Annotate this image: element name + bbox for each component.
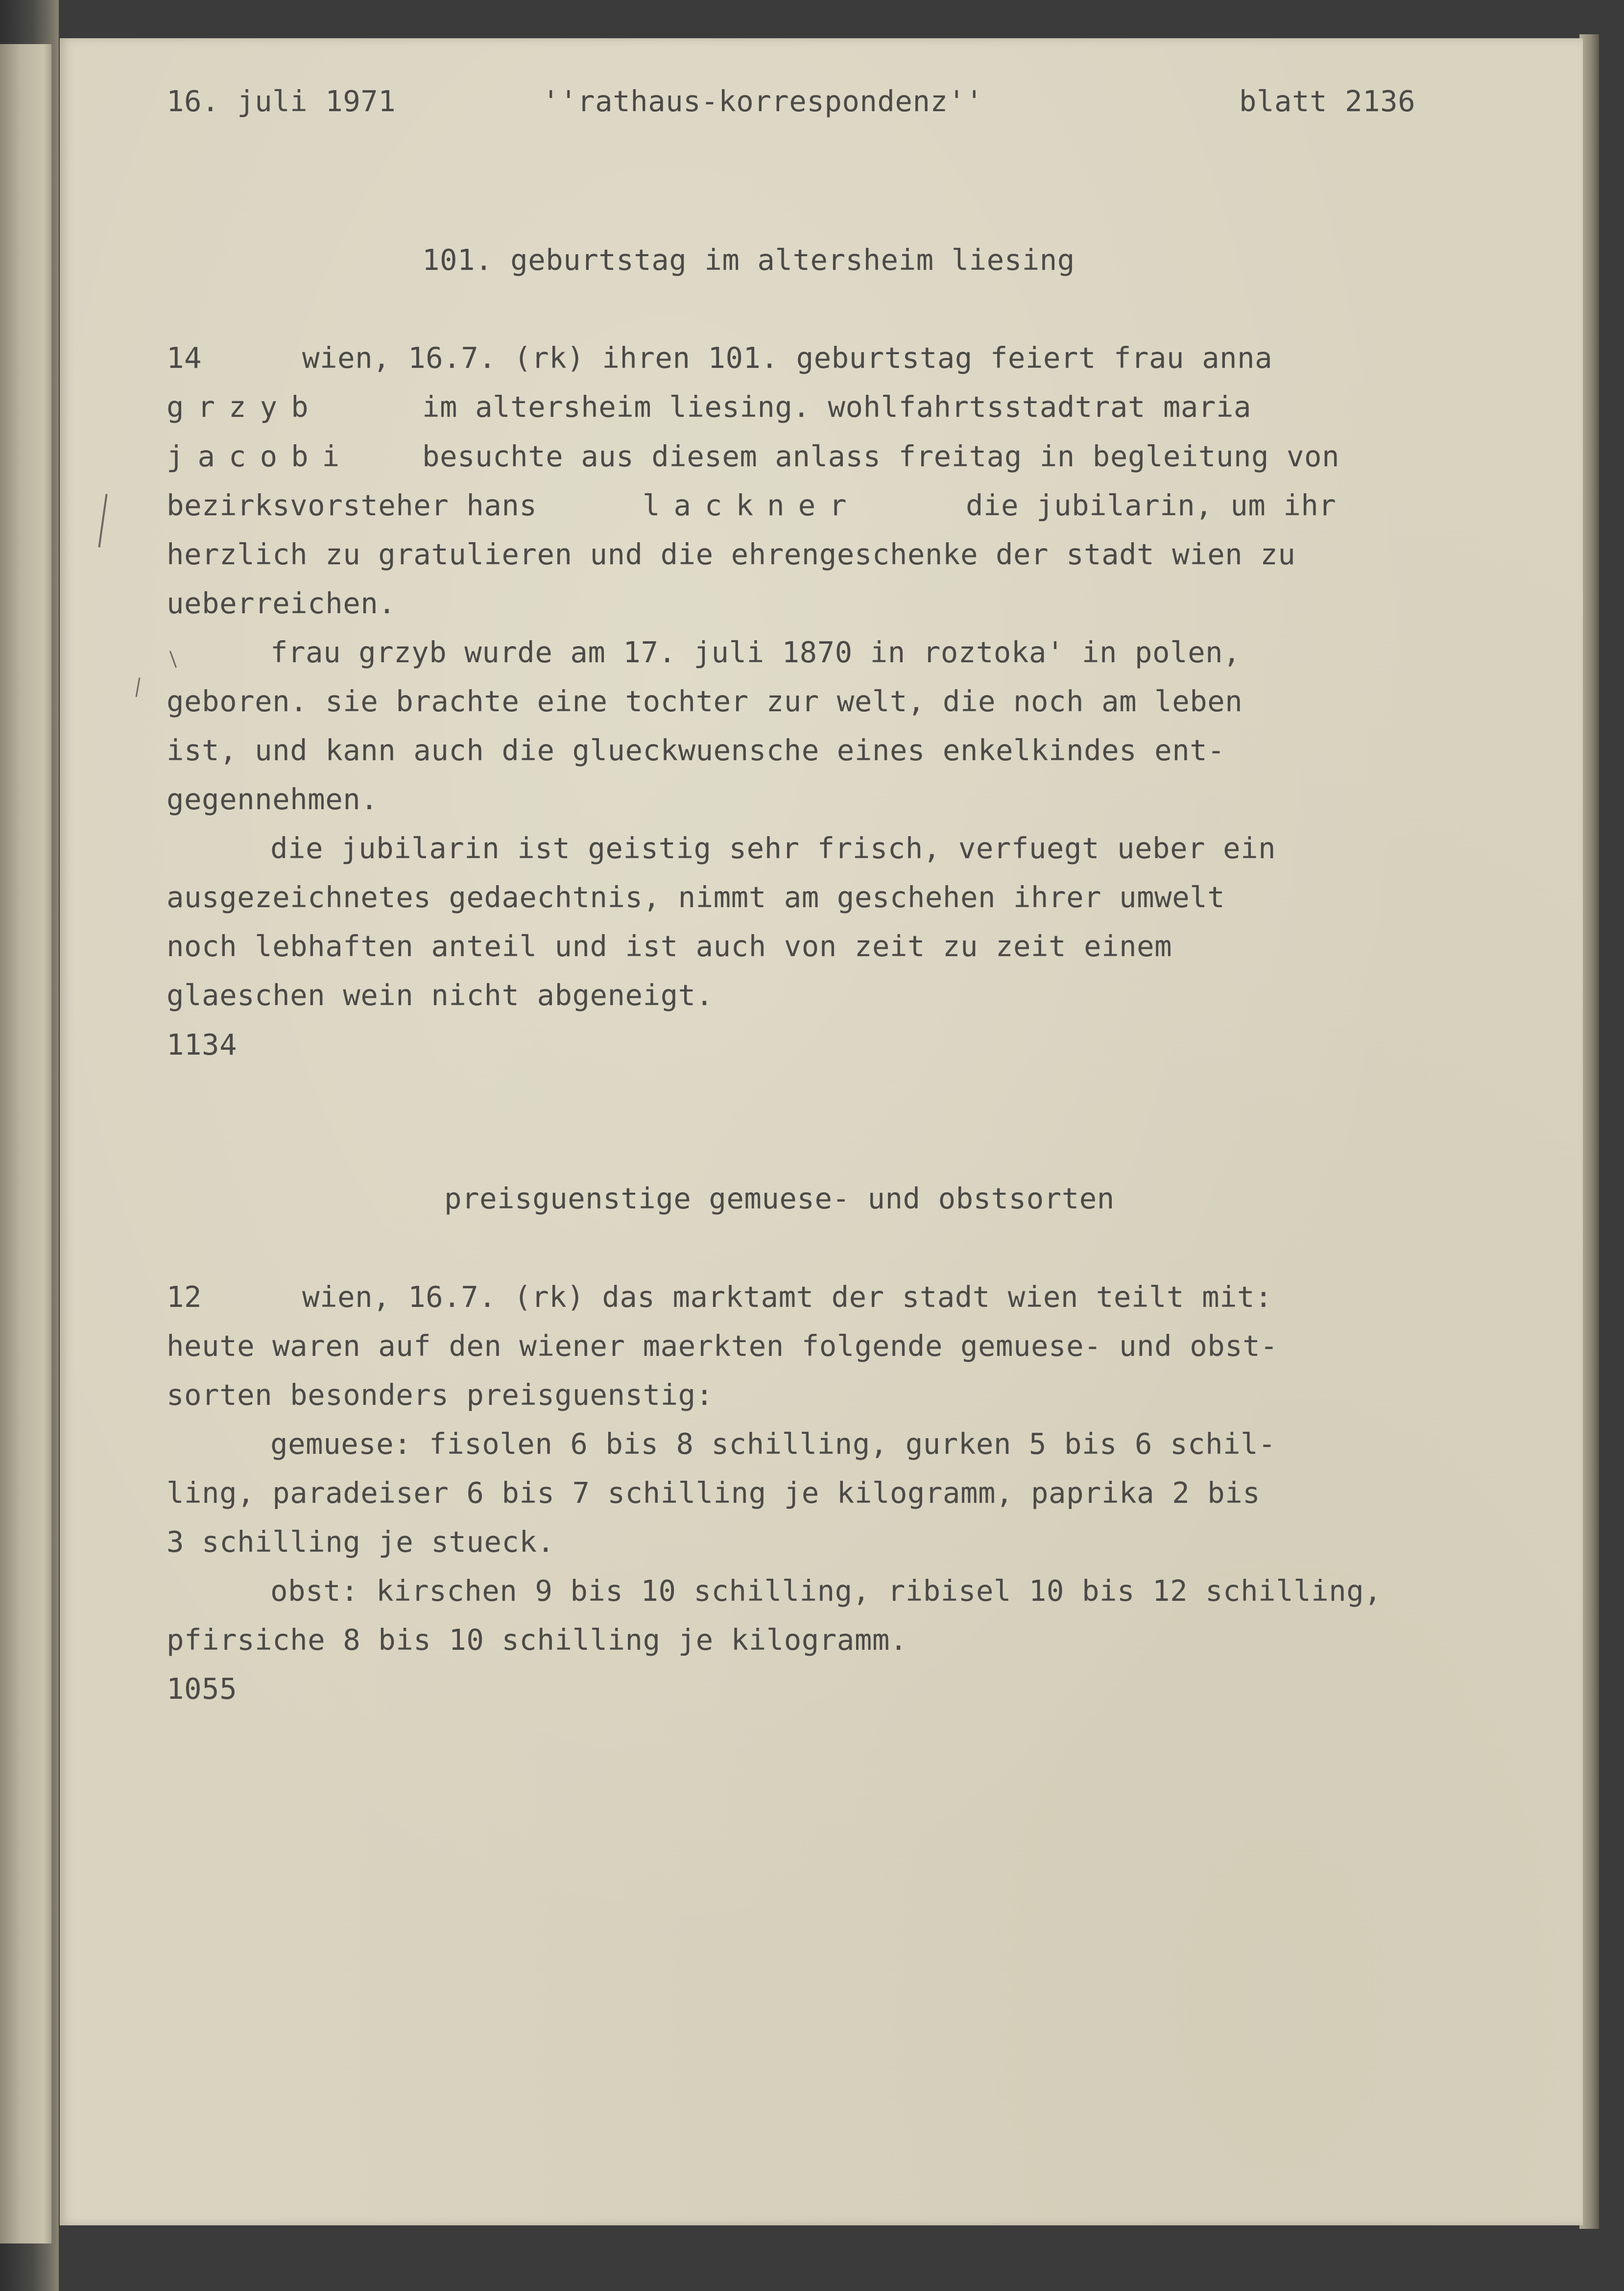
article1-code: 1134 xyxy=(167,1028,238,1061)
previous-page-edge xyxy=(0,44,53,2243)
article1-line: glaeschen wein nicht abgeneigt. xyxy=(167,978,714,1012)
article2-line: ling, paradeiser 6 bis 7 schilling je kilogramm, paprika 2 bis xyxy=(167,1476,1261,1510)
header-sheet-number: blatt 2136 xyxy=(1239,84,1416,118)
article1-number: 14 xyxy=(167,341,202,375)
article1-line: ist, und kann auch die glueckwuensche eines enkelkindes ent- xyxy=(167,733,1225,767)
article1-line: herzlich zu gratulieren und die ehrengeschenke der stadt wien zu xyxy=(167,537,1296,571)
article1-line: bezirksvorsteher hans xyxy=(167,488,537,522)
typewritten-page xyxy=(60,38,1583,2225)
article1-name-jacobi: jacobi xyxy=(167,439,354,473)
article2-code: 1055 xyxy=(167,1672,238,1706)
article1-line: die jubilarin ist geistig sehr frisch, verfuegt ueber ein xyxy=(270,831,1276,865)
article1-name-grzyb: grzyb xyxy=(167,390,322,424)
article1-line: geboren. sie brachte eine tochter zur welt, die noch am leben xyxy=(167,684,1243,718)
article2-line: 3 schilling je stueck. xyxy=(167,1525,555,1559)
article2-title: preisguenstige gemuese- und obstsorten xyxy=(444,1182,1115,1215)
article1-line: wien, 16.7. (rk) ihren 101. geburtstag feiert frau anna xyxy=(302,341,1273,375)
article2-line: gemuese: fisolen 6 bis 8 schilling, gurken 5 bis 6 schil- xyxy=(270,1427,1276,1461)
article1-title: 101. geburtstag im altersheim liesing xyxy=(422,243,1075,277)
article1-line: im altersheim liesing. wohlfahrtsstadtrat maria xyxy=(422,390,1251,424)
article2-line: heute waren auf den wiener maerkten folgende gemuese- und obst- xyxy=(167,1329,1278,1363)
pencil-mark xyxy=(136,677,141,697)
pencil-mark xyxy=(169,651,177,668)
article1-line: noch lebhaften anteil und ist auch von zeit zu zeit einem xyxy=(167,929,1172,963)
pencil-mark xyxy=(98,494,107,547)
article1-line: frau grzyb wurde am 17. juli 1870 in roztoka' in polen, xyxy=(270,635,1241,669)
article2-number: 12 xyxy=(167,1280,202,1314)
article2-line: sorten besonders preisguenstig: xyxy=(167,1378,714,1412)
article2-line: obst: kirschen 9 bis 10 schilling, ribisel 10 bis 12 schilling, xyxy=(270,1574,1382,1608)
article1-line: ueberreichen. xyxy=(167,586,396,620)
header-date: 16. juli 1971 xyxy=(167,84,396,118)
header-publication: ''rathaus-korrespondenz'' xyxy=(542,84,983,118)
article1-line: die jubilarin, um ihr xyxy=(966,488,1337,522)
article1-line: besuchte aus diesem anlass freitag in begleitung von xyxy=(422,439,1340,473)
article1-name-lackner: lackner xyxy=(643,488,860,522)
article2-line: pfirsiche 8 bis 10 schilling je kilogramm. xyxy=(167,1623,908,1657)
article2-line: wien, 16.7. (rk) das marktamt der stadt wien teilt mit: xyxy=(302,1280,1273,1314)
article1-line: gegennehmen. xyxy=(167,782,379,816)
article1-line: ausgezeichnetes gedaechtnis, nimmt am geschehen ihrer umwelt xyxy=(167,880,1225,914)
